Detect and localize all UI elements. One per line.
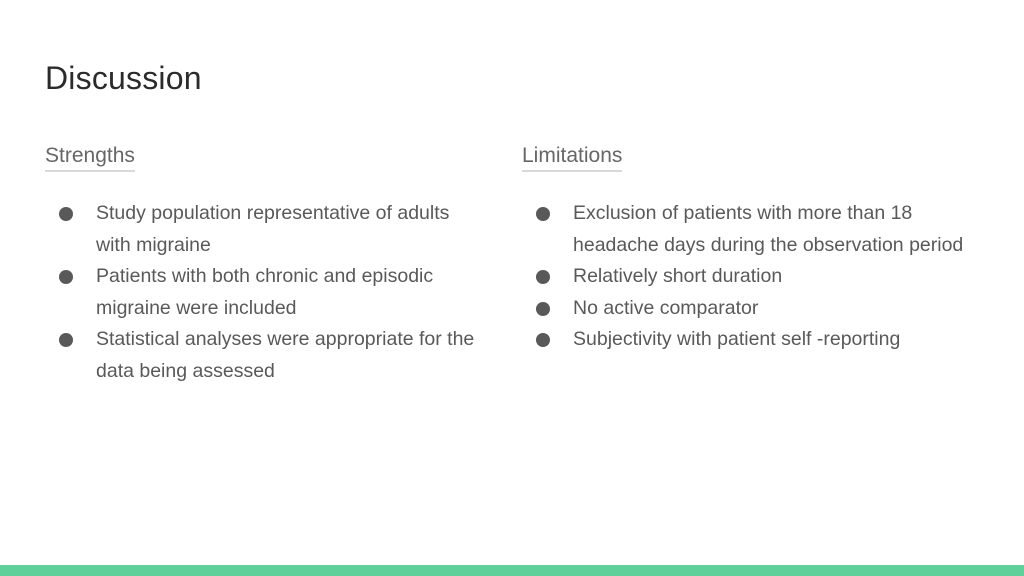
limitations-item-text: Relatively short duration: [573, 265, 783, 287]
limitations-item: [522, 198, 982, 261]
slide-title: Discussion: [45, 60, 202, 96]
limitations-heading: Limitations: [522, 142, 622, 172]
limitations-item-text: No active comparator: [573, 296, 759, 319]
footer-accent-bar: [0, 565, 1024, 576]
limitations-column: [522, 142, 982, 356]
bullet-icon: [536, 333, 550, 347]
limitations-item-text: Exclusion of patients with more than 18 headache days during the observation period: [573, 202, 964, 256]
strengths-item: [45, 324, 475, 387]
strengths-column: [45, 142, 475, 387]
limitations-item: [522, 293, 982, 325]
limitations-item: [522, 324, 982, 356]
strengths-heading: Strengths: [45, 142, 135, 172]
limitations-list: [522, 198, 982, 356]
strengths-item-text: Study population representative of adults with migraine: [96, 202, 450, 256]
strengths-item-text: Statistical analyses were appropriate for the data being assessed: [96, 328, 475, 382]
strengths-item: [45, 261, 475, 324]
bullet-icon: [536, 302, 550, 316]
limitations-item-text: Subjectivity with patient self -reporting: [573, 328, 901, 350]
strengths-item: [45, 198, 475, 261]
bullet-icon: [59, 333, 73, 347]
limitations-item: [522, 261, 982, 293]
bullet-icon: [59, 207, 73, 221]
bullet-icon: [536, 270, 550, 284]
strengths-item-text: Patients with both chronic and episodic migraine were included: [96, 265, 434, 319]
bullet-icon: [536, 207, 550, 221]
bullet-icon: [59, 270, 73, 284]
strengths-list: [45, 198, 475, 387]
